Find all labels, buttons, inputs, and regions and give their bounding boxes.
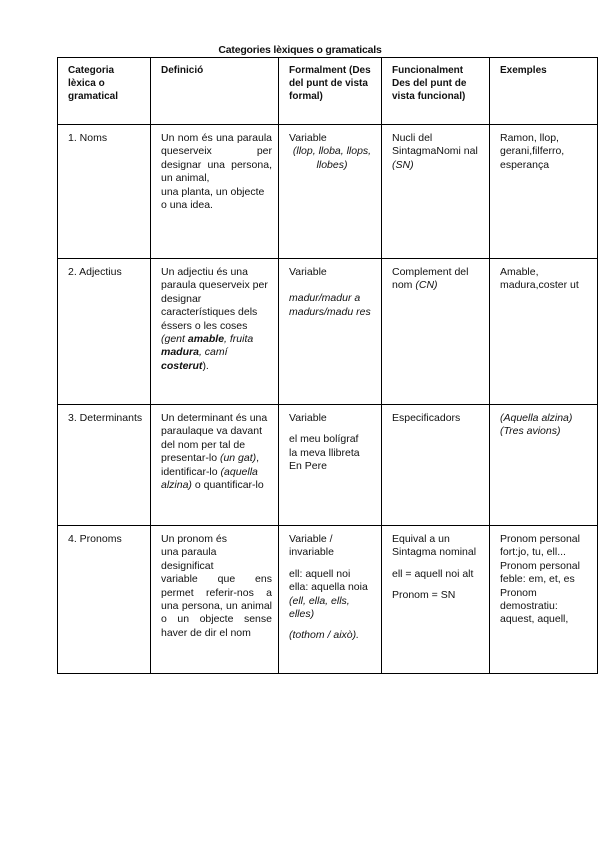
- page-title: Categories lèxiques o gramaticals: [218, 44, 382, 56]
- formal-example: ella: aquella noia: [289, 581, 368, 594]
- header-formal: Formalment (Des del punt de vista formal): [279, 58, 382, 125]
- row-definition: [151, 125, 279, 259]
- definition-example-bold: madura: [161, 346, 199, 359]
- row-formal: [279, 405, 382, 526]
- definition-example: (gent: [161, 333, 188, 346]
- header-category: Categoria lèxica o gramatical: [58, 58, 151, 125]
- header-functional: Funcionalment Des del punt de vista funcional): [382, 58, 490, 125]
- row-functional: Especificadors: [382, 405, 490, 526]
- formal-examples: madur/madur a: [289, 292, 361, 305]
- definition-example: , camí: [198, 346, 228, 359]
- header-definition: Definició: [151, 58, 279, 125]
- row-formal: [279, 526, 382, 674]
- definition-text: , identificar-lo: [161, 452, 260, 478]
- definition-text: Un determinant és una paraulaque va davant del nom per tal de presentar-lo: [161, 412, 268, 465]
- formal-examples: madurs/madu res: [289, 305, 371, 318]
- row-formal: [279, 125, 382, 259]
- row-definition: [151, 405, 279, 526]
- row-examples: Pronom personal fort:jo, tu, ell... Pronom personal feble: em, et, es Pronom demostratiu: aquest, aquell,: [490, 526, 598, 674]
- categories-table: [57, 57, 598, 674]
- table-row: [58, 125, 598, 259]
- example-text: (Aquella alzina): [500, 412, 573, 424]
- definition-text: Un nom és una paraula queserveix per designar una persona, un animal,: [161, 132, 272, 185]
- formal-example: ell: aquell noi: [289, 567, 351, 580]
- functional-abbr: (SN): [392, 158, 414, 171]
- row-formal: [279, 259, 382, 405]
- row-examples: [490, 405, 598, 526]
- definition-example: ).: [202, 359, 209, 372]
- functional-text: ell = aquell noi alt: [392, 567, 474, 580]
- definition-example-bold: amable: [187, 333, 225, 346]
- row-examples: Amable, madura,coster ut: [490, 259, 598, 405]
- row-functional: [382, 125, 490, 259]
- definition-text: o quantificar-lo: [191, 479, 264, 492]
- example-text: (Tres avions): [500, 425, 561, 438]
- table-row: [58, 259, 598, 405]
- formal-text: Variable: [289, 132, 327, 144]
- table-header-row: [58, 58, 598, 125]
- row-functional: [382, 526, 490, 674]
- formal-text: Variable / invariable: [289, 533, 334, 559]
- header-examples: Exemples: [490, 58, 598, 125]
- functional-text: Complement del nom: [392, 266, 469, 292]
- table-row: [58, 526, 598, 674]
- row-category: 3. Determinants: [58, 405, 151, 526]
- formal-examples: (tothom / això).: [289, 629, 360, 642]
- row-category: 4. Pronoms: [58, 526, 151, 674]
- definition-text: variable que ens permet referir-nos a una persona, un animal o un objecte sense haver de dir el nom: [161, 573, 272, 639]
- formal-examples: (ell, ella, ells, elles): [289, 594, 350, 621]
- formal-text: Variable: [289, 412, 327, 424]
- definition-text: Un pronom és una paraula designificat: [161, 533, 227, 572]
- definition-example: (un gat): [219, 452, 257, 465]
- row-category: 1. Noms: [58, 125, 151, 259]
- row-functional: [382, 259, 490, 405]
- definition-text: una planta, un objecte o una idea.: [161, 185, 265, 212]
- functional-abbr: (CN): [415, 279, 438, 292]
- table-row: [58, 405, 598, 526]
- definition-text: Un adjectiu és una paraula queserveix per designar característiques dels éssers o les coses: [161, 266, 268, 332]
- definition-example-bold: costerut: [161, 359, 203, 372]
- row-definition: [151, 259, 279, 405]
- row-examples: Ramon, llop, gerani,filferro, esperança: [490, 125, 598, 259]
- formal-examples: (llop, lloba, llops, llobes): [292, 145, 372, 171]
- row-category: 2. Adjectius: [58, 259, 151, 405]
- formal-text: Variable: [289, 266, 327, 278]
- functional-text: Equival a un Sintagma nominal: [392, 533, 477, 559]
- definition-example: , fruita: [224, 333, 254, 346]
- formal-example: el meu bolígraf: [289, 433, 359, 446]
- formal-example: En Pere: [289, 460, 327, 473]
- functional-text: Nucli del SintagmaNomi nal: [392, 132, 478, 158]
- functional-text: Pronom = SN: [392, 589, 456, 602]
- formal-example: la meva llibreta: [289, 446, 360, 459]
- definition-example: (aquella alzina): [161, 465, 258, 492]
- row-definition: [151, 526, 279, 674]
